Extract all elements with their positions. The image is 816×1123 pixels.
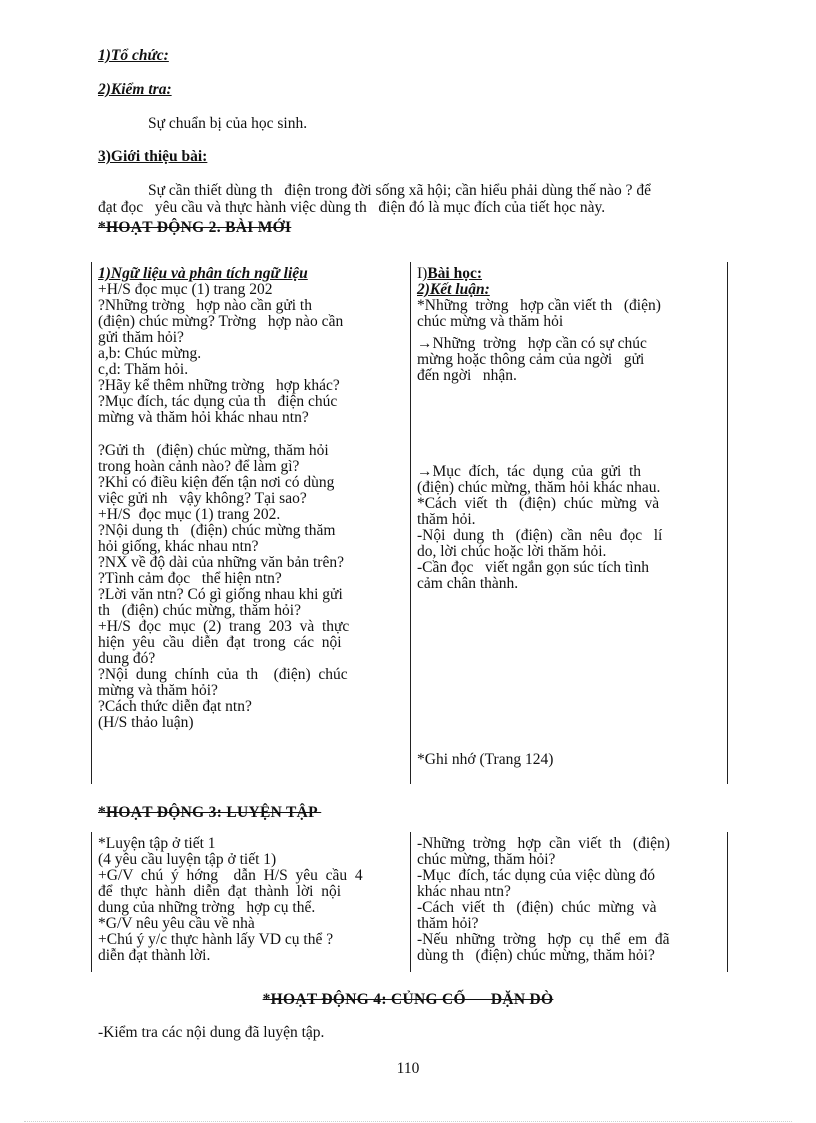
table2-left-cell bbox=[98, 836, 402, 964]
table1-left-line: mừng và thăm hỏi khác nhau ntn? bbox=[98, 409, 309, 426]
table2-left-line: diễn đạt thành lời. bbox=[98, 947, 211, 964]
table1-left-line bbox=[98, 426, 402, 443]
table2-right-line: -Những trờng hợp cần viết th (điện) bbox=[417, 835, 670, 852]
activity3-heading: *HOẠT ĐỘNG 3: LUYỆN TẬP bbox=[98, 804, 322, 821]
lesson-prefix: I) bbox=[417, 265, 428, 282]
table1-left-line: +H/S đọc mục (2) trang 203 và thực bbox=[98, 618, 350, 635]
table1-left-line: ?Nội dung th (điện) chúc mừng thăm bbox=[98, 522, 336, 539]
section2-heading: 2)Kiểm tra: bbox=[98, 81, 172, 98]
table1-left-border bbox=[91, 262, 92, 784]
table2-left-line: +G/V chú ý hớng dẫn H/S yêu cầu 4 bbox=[98, 867, 363, 884]
table2-right-line: -Nếu những trờng hợp cụ thể em đã bbox=[417, 931, 670, 948]
table2-right-line: -Cách viết th (điện) chúc mừng và bbox=[417, 899, 657, 916]
table1-right-line: mừng hoặc thông cảm của ngời gửi bbox=[417, 351, 645, 368]
table2-left-line: *G/V nêu yêu cầu về nhà bbox=[98, 915, 255, 932]
table1-left-line: +H/S đọc mục (1) trang 202. bbox=[98, 506, 281, 523]
table2-right-line: khác nhau ntn? bbox=[417, 883, 511, 900]
table1-right-line: *Cách viết th (điện) chúc mừng và bbox=[417, 495, 660, 512]
table1-left-line: +H/S đọc mục (1) trang 202 bbox=[98, 281, 273, 298]
table2-right-line: thăm hỏi? bbox=[417, 915, 479, 932]
section3-heading: 3)Giới thiệu bài: bbox=[98, 148, 208, 165]
table2-right-line: dùng th (điện) chúc mừng, thăm hỏi? bbox=[417, 947, 655, 964]
table1-right-line: -Cần đọc viết ngắn gọn súc tích tình bbox=[417, 559, 650, 576]
page-bottom-divider bbox=[24, 1121, 792, 1122]
table1-right-line: do, lời chúc hoặc lời thăm hỏi. bbox=[417, 543, 607, 560]
activity4-heading: *HOẠT ĐỘNG 4: CỦNG CỐ DẶN DÒ bbox=[262, 991, 554, 1008]
table1-right-line: chúc mừng và thăm hỏi bbox=[417, 313, 564, 330]
table1-left-line: mừng và thăm hỏi? bbox=[98, 682, 218, 699]
table1-left-line: ?NX về độ dài của những văn bản trên? bbox=[98, 554, 344, 571]
table1-left-line: ?Cách thức diễn đạt ntn? bbox=[98, 698, 252, 715]
table1-right-line: →Mục đích, tác dụng của gửi th bbox=[417, 463, 642, 480]
memo-note: *Ghi nhớ (Trang 124) bbox=[417, 751, 554, 768]
table1-left-line: ?Hãy kể thêm những trờng hợp khác? bbox=[98, 377, 340, 394]
table1-right-cell bbox=[417, 266, 719, 384]
table1-left-line: c,d: Thăm hỏi. bbox=[98, 361, 189, 378]
table1-left-line: ?Nội dung chính của th (điện) chúc bbox=[98, 666, 348, 683]
table1-right-border bbox=[727, 262, 728, 784]
table1-left-line: ?Gửi th (điện) chúc mừng, thăm hỏi bbox=[98, 442, 329, 459]
table1-left-line: (H/S thảo luận) bbox=[98, 714, 194, 731]
activity4-body: -Kiểm tra các nội dung đã luyện tập. bbox=[98, 1024, 325, 1041]
table1-left-line: hiện yêu cầu diễn đạt trong các nội bbox=[98, 634, 342, 651]
table2-left-line: +Chú ý y/c thực hành lấy VD cụ thể ? bbox=[98, 931, 334, 948]
table1-left-line: ?Mục đích, tác dụng của th điện chúc bbox=[98, 393, 338, 410]
activity2-heading: *HOẠT ĐỘNG 2. BÀI MỚI bbox=[98, 219, 292, 236]
table1-left-line: ?Lời văn ntn? Có gì giống nhau khi gửi bbox=[98, 586, 343, 603]
table1-right-line: cảm chân thành. bbox=[417, 575, 519, 592]
table2-right-cell bbox=[417, 836, 719, 964]
table2-right-line: chúc mừng, thăm hỏi? bbox=[417, 851, 556, 868]
table2-left-line: dung của những trờng hợp cụ thể. bbox=[98, 899, 316, 916]
table1-right-line: (điện) chúc mừng, thăm hỏi khác nhau. bbox=[417, 479, 661, 496]
table2-right-line: -Mục đích, tác dụng của việc dùng đó bbox=[417, 867, 656, 884]
conclusion-heading: 2)Kết luận: bbox=[417, 281, 490, 298]
table1-right-line: đến ngời nhận. bbox=[417, 367, 517, 384]
table1-right-line: thăm hỏi. bbox=[417, 511, 476, 528]
table2-right-border bbox=[727, 832, 728, 972]
table1-middle-border bbox=[410, 262, 411, 784]
section2-body: Sự chuẩn bị của học sinh. bbox=[148, 115, 308, 132]
table1-left-line: ?Tình cảm đọc thể hiện ntn? bbox=[98, 570, 282, 587]
table1-right-line: *Những trờng hợp cần viết th (điện) bbox=[417, 297, 661, 314]
table2-left-line: để thực hành diễn đạt thành lời nội bbox=[98, 883, 342, 900]
table2-left-border bbox=[91, 832, 92, 972]
table1-left-line: trong hoàn cảnh nào? để làm gì? bbox=[98, 458, 300, 475]
table2-left-line: (4 yêu cầu luyện tập ở tiết 1) bbox=[98, 851, 277, 868]
page-number: 110 bbox=[396, 1060, 420, 1077]
table1-left-line: gửi thăm hỏi? bbox=[98, 329, 184, 346]
section1-heading: 1)Tổ chức: bbox=[98, 47, 169, 64]
table1-left-line: ?Khi có điều kiện đến tận nơi có dùng bbox=[98, 474, 335, 491]
table1-left-line: việc gửi nh vậy không? Tại sao? bbox=[98, 490, 307, 507]
table1-left-line: dung đó? bbox=[98, 650, 156, 667]
lesson-title: Bài học: bbox=[427, 265, 483, 282]
table1-left-line: ?Những trờng hợp nào cần gửi th bbox=[98, 297, 312, 314]
table2-left-line: *Luyện tập ở tiết 1 bbox=[98, 835, 216, 852]
table2-middle-border bbox=[410, 832, 411, 972]
table1-right-line: →Những trờng hợp cần có sự chúc bbox=[417, 335, 647, 352]
table1-left-line: (điện) chúc mừng? Trờng hợp nào cần bbox=[98, 313, 344, 330]
table1-left-line: a,b: Chúc mừng. bbox=[98, 345, 202, 362]
table1-left-title: 1)Ngữ liệu và phân tích ngữ liệu bbox=[98, 265, 308, 282]
intro-line-1: Sự cần thiết dùng th điện trong đời sống xã hội; cần hiểu phải dùng thế nào ? để bbox=[148, 182, 652, 199]
table1-left-cell bbox=[98, 266, 402, 731]
intro-line-2: đạt đọc yêu cầu và thực hành việc dùng th điện đó là mục đích của tiết học này. bbox=[98, 199, 606, 216]
table1-left-line: hỏi giống, khác nhau ntn? bbox=[98, 538, 259, 555]
table1-left-line: th (điện) chúc mừng, thăm hỏi? bbox=[98, 602, 301, 619]
table1-right-line: -Nội dung th (điện) cần nêu đọc lí bbox=[417, 527, 663, 544]
table1-right-cell-lower bbox=[417, 464, 719, 592]
